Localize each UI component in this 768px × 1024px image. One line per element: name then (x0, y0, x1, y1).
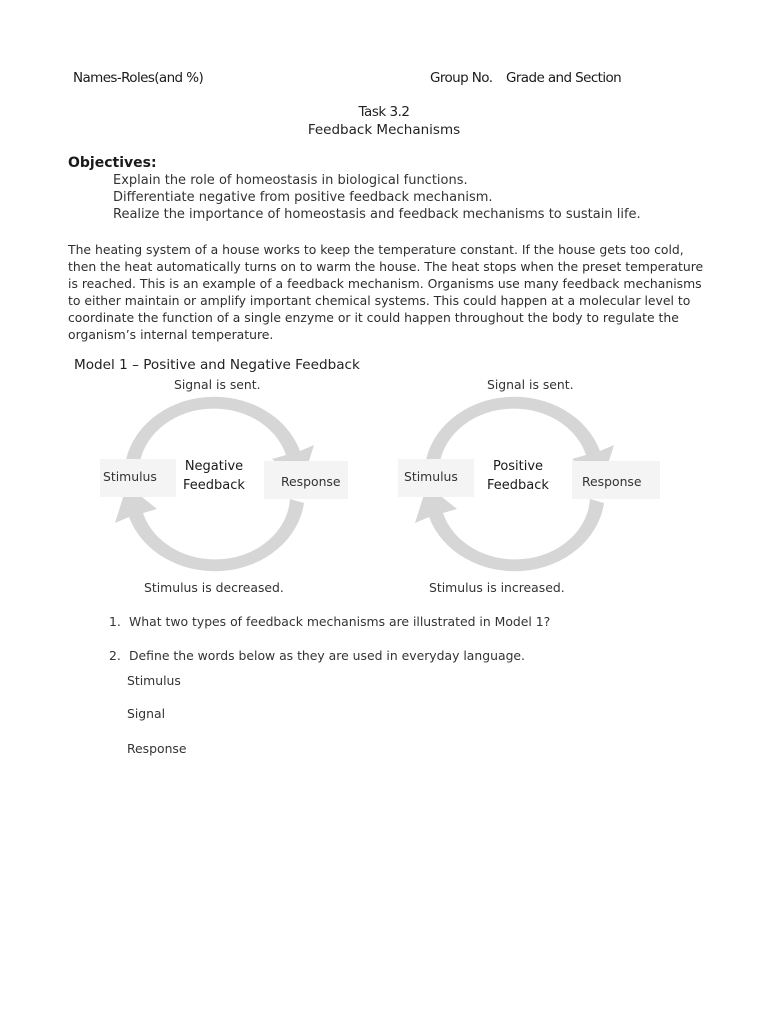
negative-center-line2: Feedback (183, 478, 245, 493)
objective-item: Realize the importance of homeostasis and feedback mechanisms to sustain life. (113, 207, 641, 222)
negative-result-label: Stimulus is decreased. (144, 580, 284, 595)
negative-response-label: Response (281, 474, 341, 489)
intro-line: to either maintain or amplify important chemical systems. This could happen at a molecular level to (68, 293, 691, 308)
term-stimulus: Stimulus (127, 673, 181, 688)
negative-center-line1: Negative (184, 459, 244, 474)
objectives-heading: Objectives: (68, 155, 157, 171)
objective-item: Explain the role of homeostasis in biological functions. (113, 173, 468, 188)
objective-item: Differentiate negative from positive feedback mechanism. (113, 190, 493, 205)
positive-feedback-center-label (472, 457, 564, 495)
task-title: Feedback Mechanisms (307, 122, 461, 138)
intro-paragraph (68, 241, 708, 343)
intro-line: is reached. This is an example of a feedback mechanism. Organisms use many feedback mechanisms (68, 276, 702, 291)
positive-result-label: Stimulus is increased. (429, 580, 565, 595)
intro-line: coordinate the function of a single enzyme or it could happen throughout the body to regulate the (68, 310, 679, 325)
negative-signal-label: Signal is sent. (174, 377, 261, 392)
task-number: Task 3.2 (358, 104, 410, 120)
names-roles-label: Names-Roles(and %) (73, 70, 204, 86)
negative-feedback-center-label (168, 457, 260, 495)
positive-signal-label: Signal is sent. (487, 377, 574, 392)
question-text: What two types of feedback mechanisms are illustrated in Model 1? (129, 614, 551, 629)
group-number-label: Group No. (430, 70, 493, 86)
positive-center-line1: Positive (492, 459, 544, 474)
intro-line: organism’s internal temperature. (68, 327, 274, 342)
negative-stimulus-label: Stimulus (103, 469, 157, 484)
model-heading: Model 1 – Positive and Negative Feedback (74, 357, 360, 373)
question-number: 2. (109, 648, 121, 663)
positive-stimulus-label: Stimulus (404, 469, 458, 484)
positive-center-line2: Feedback (487, 478, 549, 493)
grade-section-label: Grade and Section (506, 70, 622, 86)
term-signal: Signal (127, 706, 166, 721)
intro-line: The heating system of a house works to keep the temperature constant. If the house gets too cold, (68, 242, 684, 257)
term-response: Response (127, 741, 187, 756)
intro-line: then the heat automatically turns on to warm the house. The heat stops when the preset temperature (68, 259, 704, 274)
question-text: Define the words below as they are used in everyday language. (129, 648, 525, 663)
positive-response-label: Response (582, 474, 642, 489)
question-number: 1. (109, 614, 121, 629)
